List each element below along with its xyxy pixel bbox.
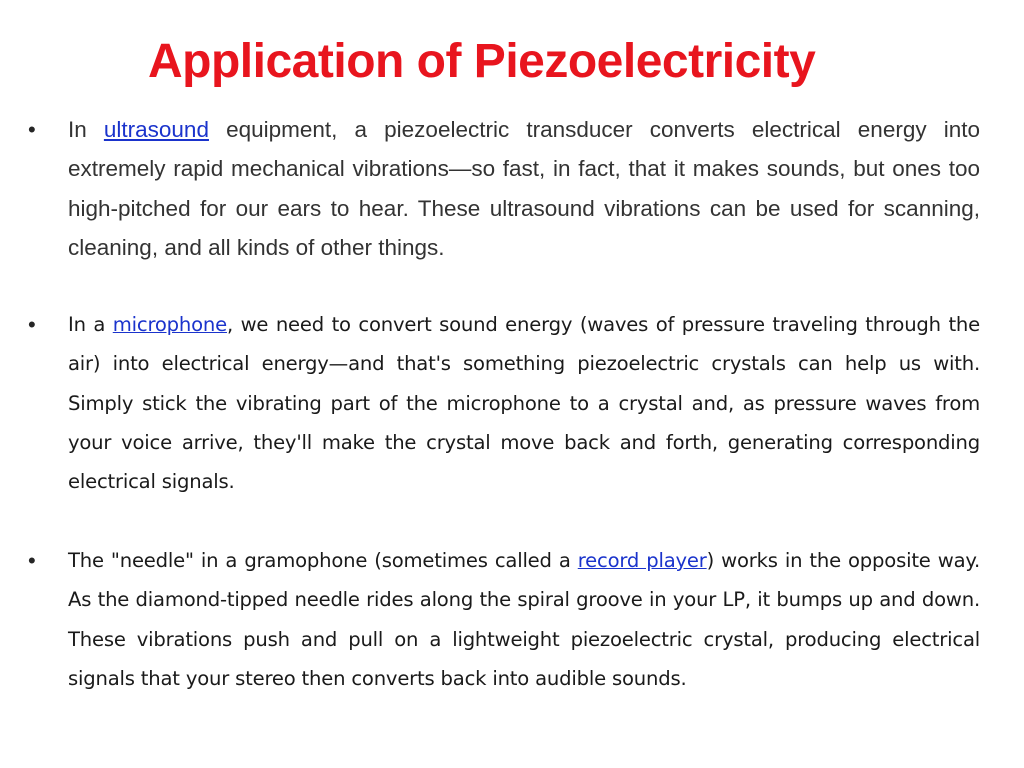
bullet-dot-icon: • (28, 312, 36, 337)
bullet-text (68, 110, 980, 267)
bullet-text (68, 541, 980, 698)
record-player-link[interactable]: record player (577, 549, 707, 572)
bullet-text-after: equipment, a piezoelectric transducer converts electrical energy into extremely rapid mechanical vibrations—so fast, in fact, that it makes sounds, but ones too high-pitched for our ears to hear. These ultrasound vibrations can be used for scanning, cleaning, and all kinds of other things. (68, 117, 980, 260)
bullet-text-before: The "needle" in a gramophone (sometimes called a (68, 549, 578, 572)
bullet-text-before: In (68, 117, 104, 142)
ultrasound-link[interactable]: ultrasound (103, 117, 209, 142)
microphone-link[interactable]: microphone (112, 313, 227, 336)
bullet-dot-icon: • (28, 117, 36, 142)
bullet-text-after: , we need to convert sound energy (waves of pressure traveling through the air) into electrical energy—and that's something piezoelectric crystals can help us with. Simply stick the vibrating part of the microphone to a crystal and, as pressure waves from your voice arrive, they'll make the crystal move back and forth, generating corresponding electrical signals. (68, 313, 980, 494)
bullet-text-after: ) works in the opposite way. As the diamond-tipped needle rides along the spiral groove in your LP, it bumps up and down. These vibrations push and pull on a lightweight piezoelectric crystal, producing electrical signals that your stereo then converts back into audible sounds. (68, 549, 981, 690)
bullet-text-before: In a (68, 313, 113, 336)
bullet-text (68, 305, 980, 501)
bullet-dot-icon: • (28, 548, 36, 573)
slide-title: Application of Piezoelectricity (148, 35, 816, 88)
